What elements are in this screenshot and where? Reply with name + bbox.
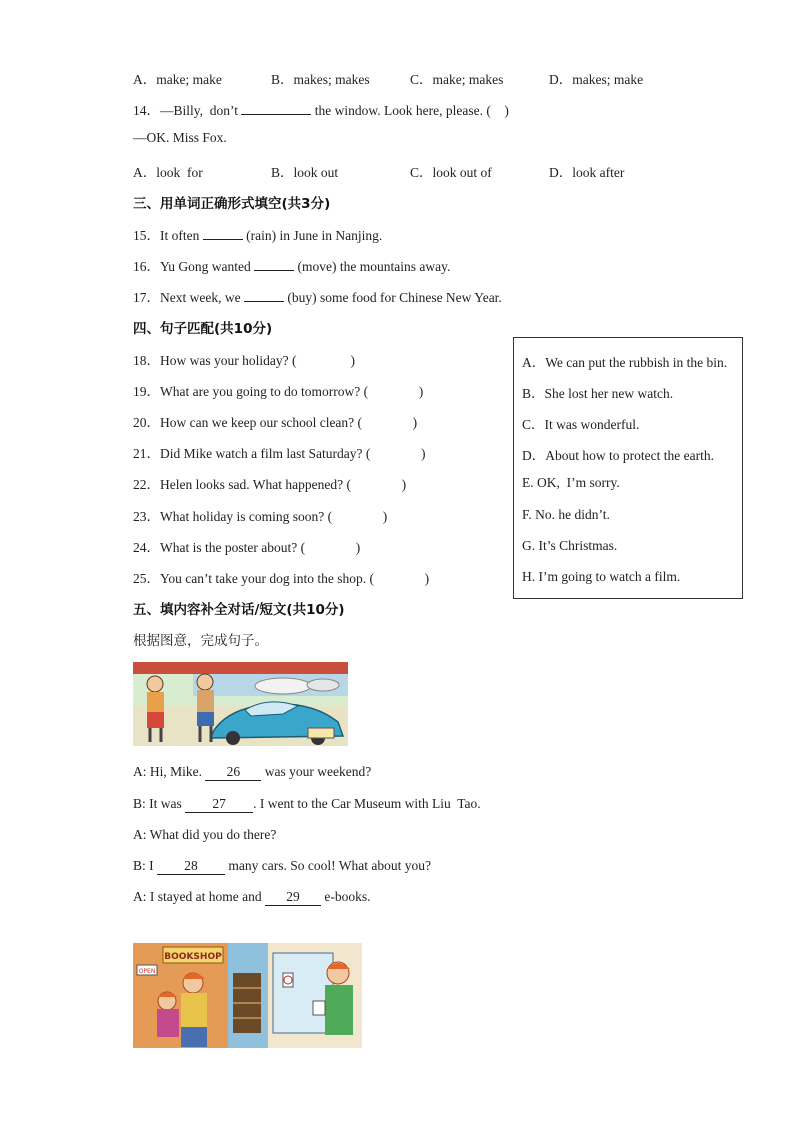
- q16-blank[interactable]: [254, 257, 294, 271]
- q15-suffix: (rain) in June in Nanjing.: [242, 228, 383, 243]
- q16-suffix: (move) the mountains away.: [294, 259, 451, 274]
- line4-suffix: many cars. So cool! What about you?: [225, 858, 431, 873]
- choice-e: E. OK, I’m sorry.: [522, 475, 620, 490]
- bookshop-sign-text: BOOKSHOP: [164, 952, 222, 962]
- choice-c: C．It was wonderful.: [522, 417, 640, 432]
- line2-prefix: B: It was: [133, 796, 186, 811]
- q17-prefix: 17．Next week, we: [133, 290, 244, 305]
- line4-prefix: B: I: [133, 858, 158, 873]
- car-museum-illustration: [133, 662, 348, 746]
- choice-f: F. No. he didn’t.: [522, 507, 610, 522]
- blank-29[interactable]: 29: [265, 889, 321, 906]
- q16-prefix: 16．Yu Gong wanted: [133, 259, 255, 274]
- q15-prefix: 15．It often: [133, 228, 203, 243]
- dialogue-line-5: [133, 889, 370, 906]
- section5-instruction: 根据图意，完成句子。: [133, 633, 268, 649]
- q14-prefix: 14．—Billy, don’t: [133, 103, 242, 118]
- q24: 24．What is the poster about? ( ): [133, 540, 361, 555]
- line5-suffix: e-books.: [320, 889, 371, 904]
- q13-option-b: B．makes; makes: [271, 72, 370, 87]
- q17-blank[interactable]: [244, 288, 284, 302]
- line1-prefix: A: Hi, Mike.: [133, 764, 206, 779]
- section5-heading: 五、填内容补全对话/短文(共10分): [133, 602, 345, 618]
- bookshop-illustration: [133, 943, 362, 1048]
- line2-suffix: . I went to the Car Museum with Liu Tao.: [253, 796, 481, 811]
- section4-heading: 四、句子匹配(共10分): [133, 321, 273, 337]
- q19: 19．What are you going to do tomorrow? ( ): [133, 384, 424, 399]
- choice-a: A．We can put the rubbish in the bin.: [522, 355, 728, 370]
- section3-heading: 三、用单词正确形式填空(共3分): [133, 196, 331, 212]
- q22: 22．Helen looks sad. What happened? ( ): [133, 477, 407, 492]
- q20: 20．How can we keep our school clean? ( ): [133, 415, 418, 430]
- blank-28[interactable]: 28: [157, 858, 225, 875]
- q23: 23．What holiday is coming soon? ( ): [133, 509, 388, 524]
- q14-blank[interactable]: [241, 101, 311, 115]
- q14-option-b: B．look out: [271, 165, 339, 180]
- choice-h: H. I’m going to watch a film.: [522, 569, 681, 584]
- q14-option-a: A．look for: [133, 165, 203, 180]
- dialogue-line-2: [133, 796, 481, 813]
- q14-reply: —OK. Miss Fox.: [133, 130, 227, 145]
- q17-suffix: (buy) some food for Chinese New Year.: [283, 290, 502, 305]
- dialogue-line-3: A: What did you do there?: [133, 827, 277, 842]
- blank-26[interactable]: 26: [205, 764, 261, 781]
- q15-blank[interactable]: [203, 226, 243, 240]
- open-sign-text: OPEN: [138, 968, 156, 975]
- dialogue-line-4: [133, 858, 431, 875]
- car-museum-drawing: [133, 662, 348, 746]
- q14-option-d: D．look after: [549, 165, 625, 180]
- q13-option-c: C．make; makes: [410, 72, 504, 87]
- q13-option-d: D．makes; make: [549, 72, 644, 87]
- blank-27[interactable]: 27: [185, 796, 253, 813]
- q16: [133, 255, 450, 275]
- q13-option-a: A．make; make: [133, 72, 222, 87]
- choice-g: G. It’s Christmas.: [522, 538, 618, 553]
- q25: 25．You can’t take your dog into the shop. ( ): [133, 571, 430, 586]
- line1-suffix: was your weekend?: [261, 764, 372, 779]
- bookshop-drawing: [133, 943, 362, 1048]
- q14-question: [133, 99, 509, 119]
- matching-choices-box: [513, 337, 743, 599]
- line5-prefix: A: I stayed at home and: [133, 889, 265, 904]
- dialogue-line-1: [133, 764, 371, 781]
- q21: 21．Did Mike watch a film last Saturday? ( ): [133, 446, 426, 461]
- choice-d: D．About how to protect the earth.: [522, 448, 714, 463]
- q17: [133, 286, 502, 306]
- choice-b: B．She lost her new watch.: [522, 386, 674, 401]
- q14-suffix: the window. Look here, please. ( ): [311, 103, 509, 118]
- q18: 18．How was your holiday? ( ): [133, 353, 355, 368]
- q14-option-c: C．look out of: [410, 165, 492, 180]
- q15: [133, 224, 382, 244]
